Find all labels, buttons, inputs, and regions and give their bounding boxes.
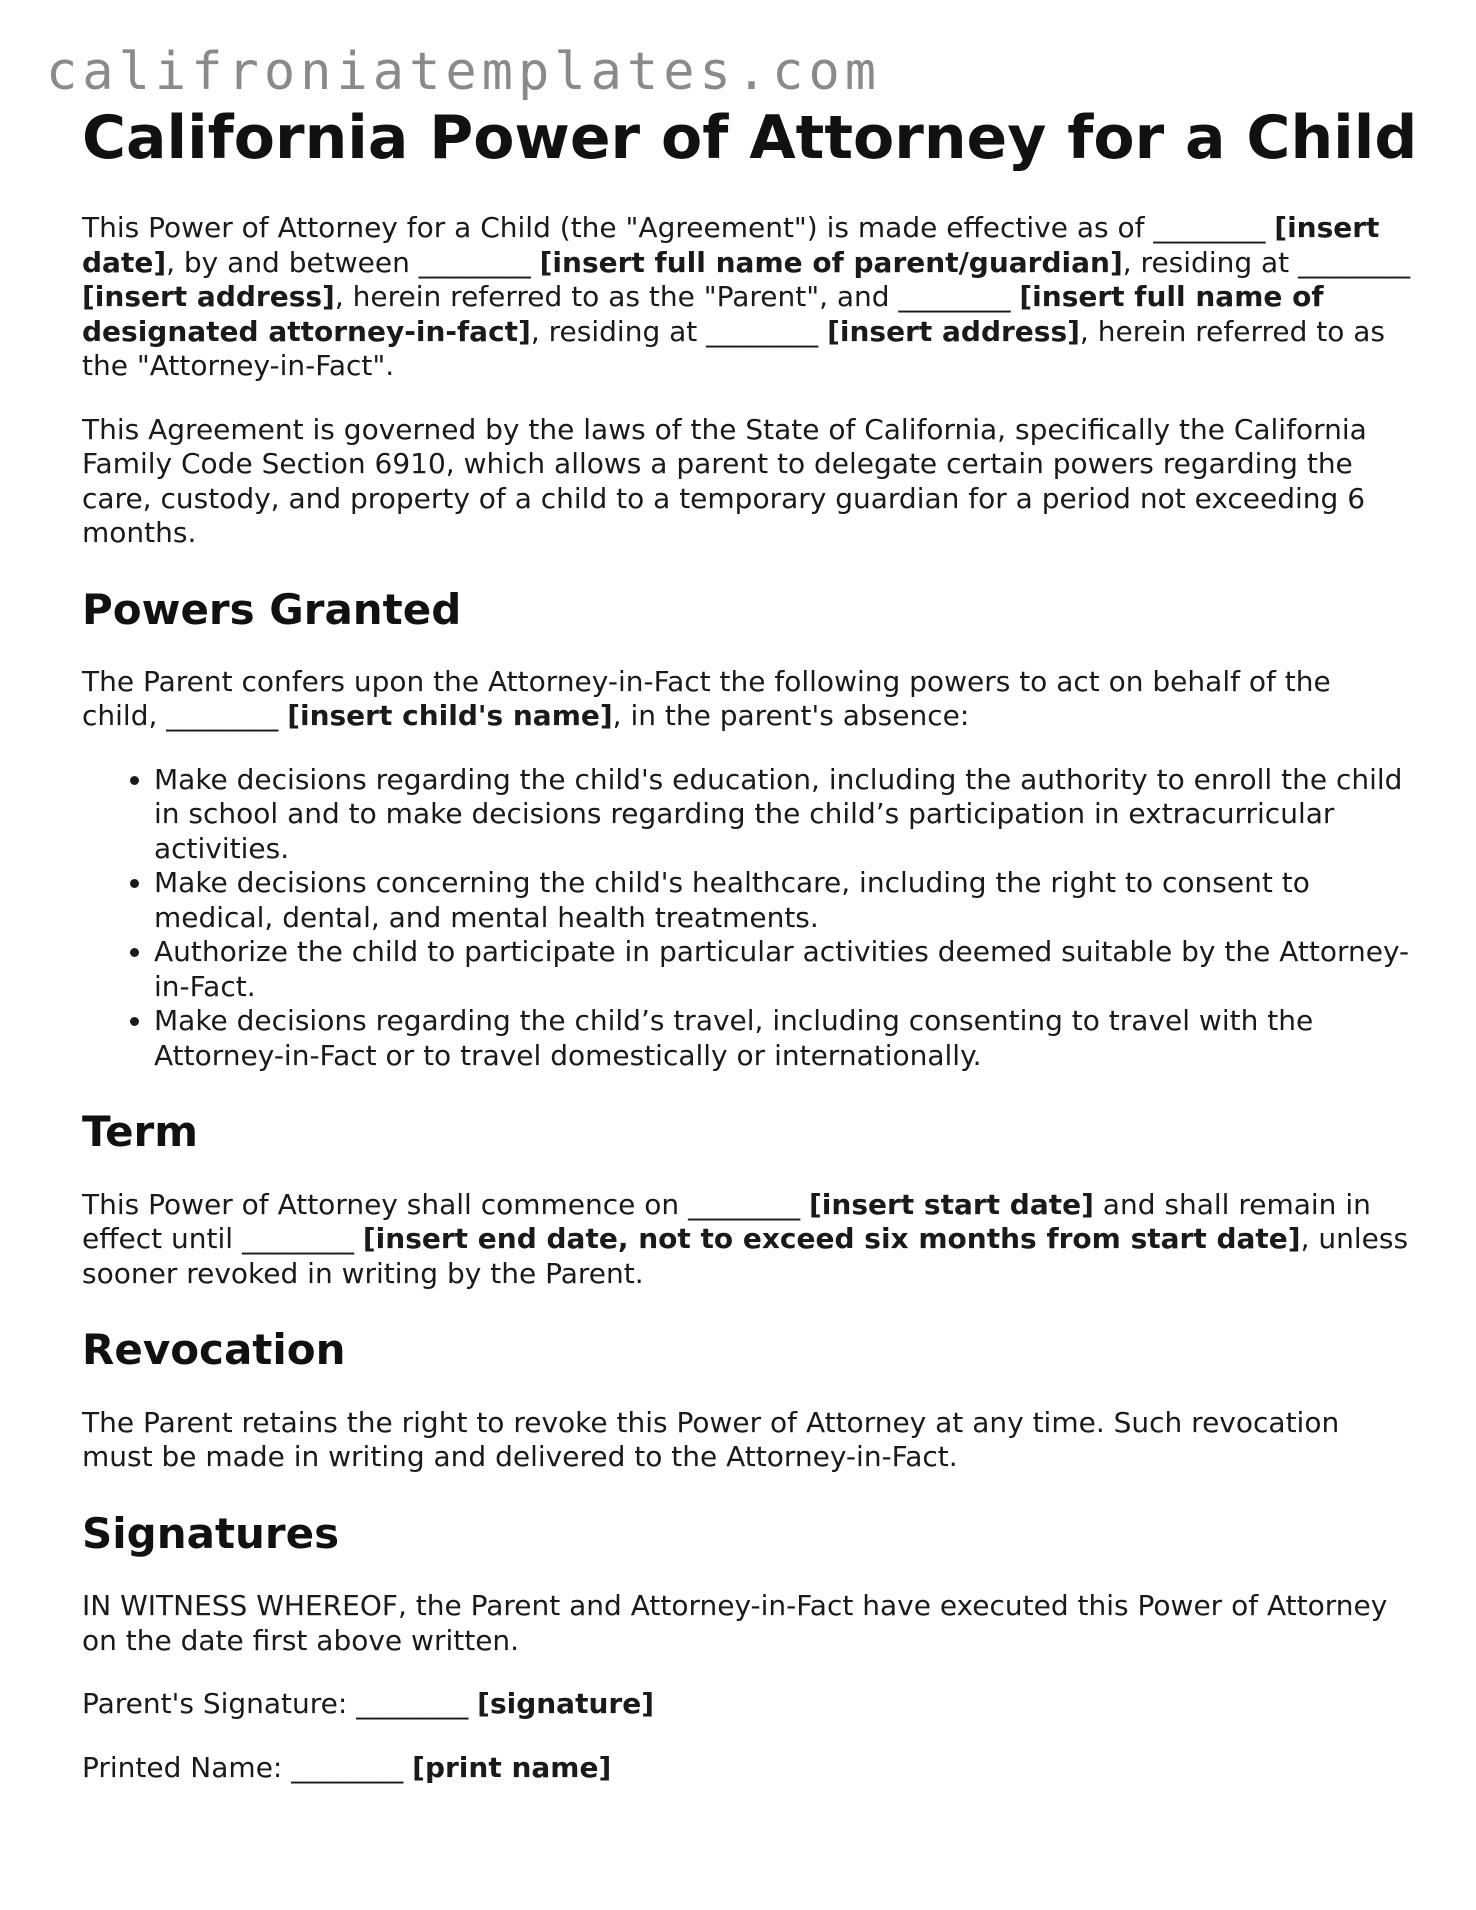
- document-title: California Power of Attorney for a Child: [82, 103, 1418, 173]
- blank-line: ________: [1298, 245, 1411, 279]
- blank-line: ________: [241, 1222, 354, 1256]
- signatures-heading: Signatures: [82, 1508, 340, 1558]
- blank-line: ________: [1153, 211, 1266, 244]
- intro-text: , residing at: [530, 314, 707, 348]
- placeholder-parent-name: [insert full name of parent/guardian]: [539, 245, 1123, 279]
- intro-text: , residing at: [1122, 245, 1299, 279]
- powers-heading: Powers Granted: [82, 584, 462, 634]
- governing-law-paragraph: This Agreement is governed by the laws of the State of California, specifically the California Family Code Section 6910, which allows a parent to delegate certain powers regarding the care, custody, and property of a child to a temporary guardian for a period not exceeding 6 months.: [82, 412, 1367, 549]
- list-item: • Make decisions regarding the child’s travel, including consenting to travel with the Attorney-in-Fact or to travel domestically or internationally.: [154, 1004, 1412, 1073]
- placeholder-date: [insert date]: [82, 211, 1380, 279]
- blank-line: ________: [706, 314, 819, 348]
- intro-text: , by and between: [166, 245, 419, 279]
- term-paragraph: [82, 1188, 1412, 1292]
- term-text: , unless sooner revoked in writing by the Parent.: [82, 1222, 1409, 1290]
- term-text: and shall remain in effect until: [82, 1187, 1371, 1256]
- watermark: califroniatemplates.com: [46, 42, 882, 102]
- revocation-heading: Revocation: [82, 1325, 346, 1375]
- powers-list: [82, 763, 1412, 1074]
- revocation-paragraph: The Parent retains the right to revoke this Power of Attorney at any time. Such revocation must be made in writing and delivered to the Attorney-in-Fact.: [82, 1405, 1340, 1474]
- witness-paragraph: IN WITNESS WHEREOF, the Parent and Attorney-in-Fact have executed this Power of Attorney on the date first above written.: [82, 1589, 1388, 1657]
- list-item: • Make decisions regarding the child's education, including the authority to enroll the child in school and to make decisions regarding the child’s participation in extracurricular activities.: [154, 763, 1412, 867]
- term-text: This Power of Attorney shall commence on: [82, 1187, 689, 1221]
- placeholder-end-date: [insert end date, not to exceed six months from start date]: [362, 1222, 1301, 1256]
- blank-line: ________: [166, 699, 279, 733]
- term-heading: Term: [82, 1107, 199, 1157]
- placeholder-start-date: [insert start date]: [808, 1187, 1094, 1221]
- printed-name-line: [82, 1751, 1412, 1786]
- parent-signature-line: [82, 1687, 1412, 1722]
- signature-label: Parent's Signature:: [82, 1687, 357, 1721]
- powers-paragraph: [82, 665, 1412, 734]
- placeholder-address: [insert address]: [82, 280, 335, 313]
- powers-text: The Parent confers upon the Attorney-in-Fact the following powers to act on behalf of the child,: [82, 664, 1331, 733]
- placeholder-signature: [signature]: [477, 1687, 654, 1721]
- blank-line: ________: [418, 245, 531, 279]
- placeholder-address: [insert address]: [827, 314, 1080, 348]
- printed-name-label: Printed Name:: [82, 1750, 292, 1784]
- placeholder-attorney-name: [insert full name of designated attorney-in-fact]: [82, 280, 1324, 348]
- placeholder-print-name: [print name]: [412, 1750, 612, 1784]
- powers-text: , in the parent's absence:: [612, 699, 970, 733]
- blank-line: ________: [898, 280, 1011, 313]
- blank-line: ________: [291, 1750, 404, 1784]
- blank-line: ________: [688, 1187, 801, 1221]
- intro-text: This Power of Attorney for a Child (the "Agreement") is made effective as of: [82, 211, 1154, 244]
- list-item: • Make decisions concerning the child's healthcare, including the right to consent to medical, dental, and mental health treatments.: [154, 866, 1412, 935]
- blank-line: ________: [356, 1687, 469, 1721]
- intro-text: , herein referred to as the "Attorney-in-Fact".: [82, 314, 1386, 382]
- intro-paragraph: [82, 211, 1412, 384]
- placeholder-child-name: [insert child's name]: [287, 699, 613, 733]
- document-body: [82, 103, 1418, 1785]
- intro-text: , herein referred to as the "Parent", and: [334, 280, 899, 313]
- list-item: • Authorize the child to participate in particular activities deemed suitable by the Attorney-in-Fact.: [154, 935, 1412, 1004]
